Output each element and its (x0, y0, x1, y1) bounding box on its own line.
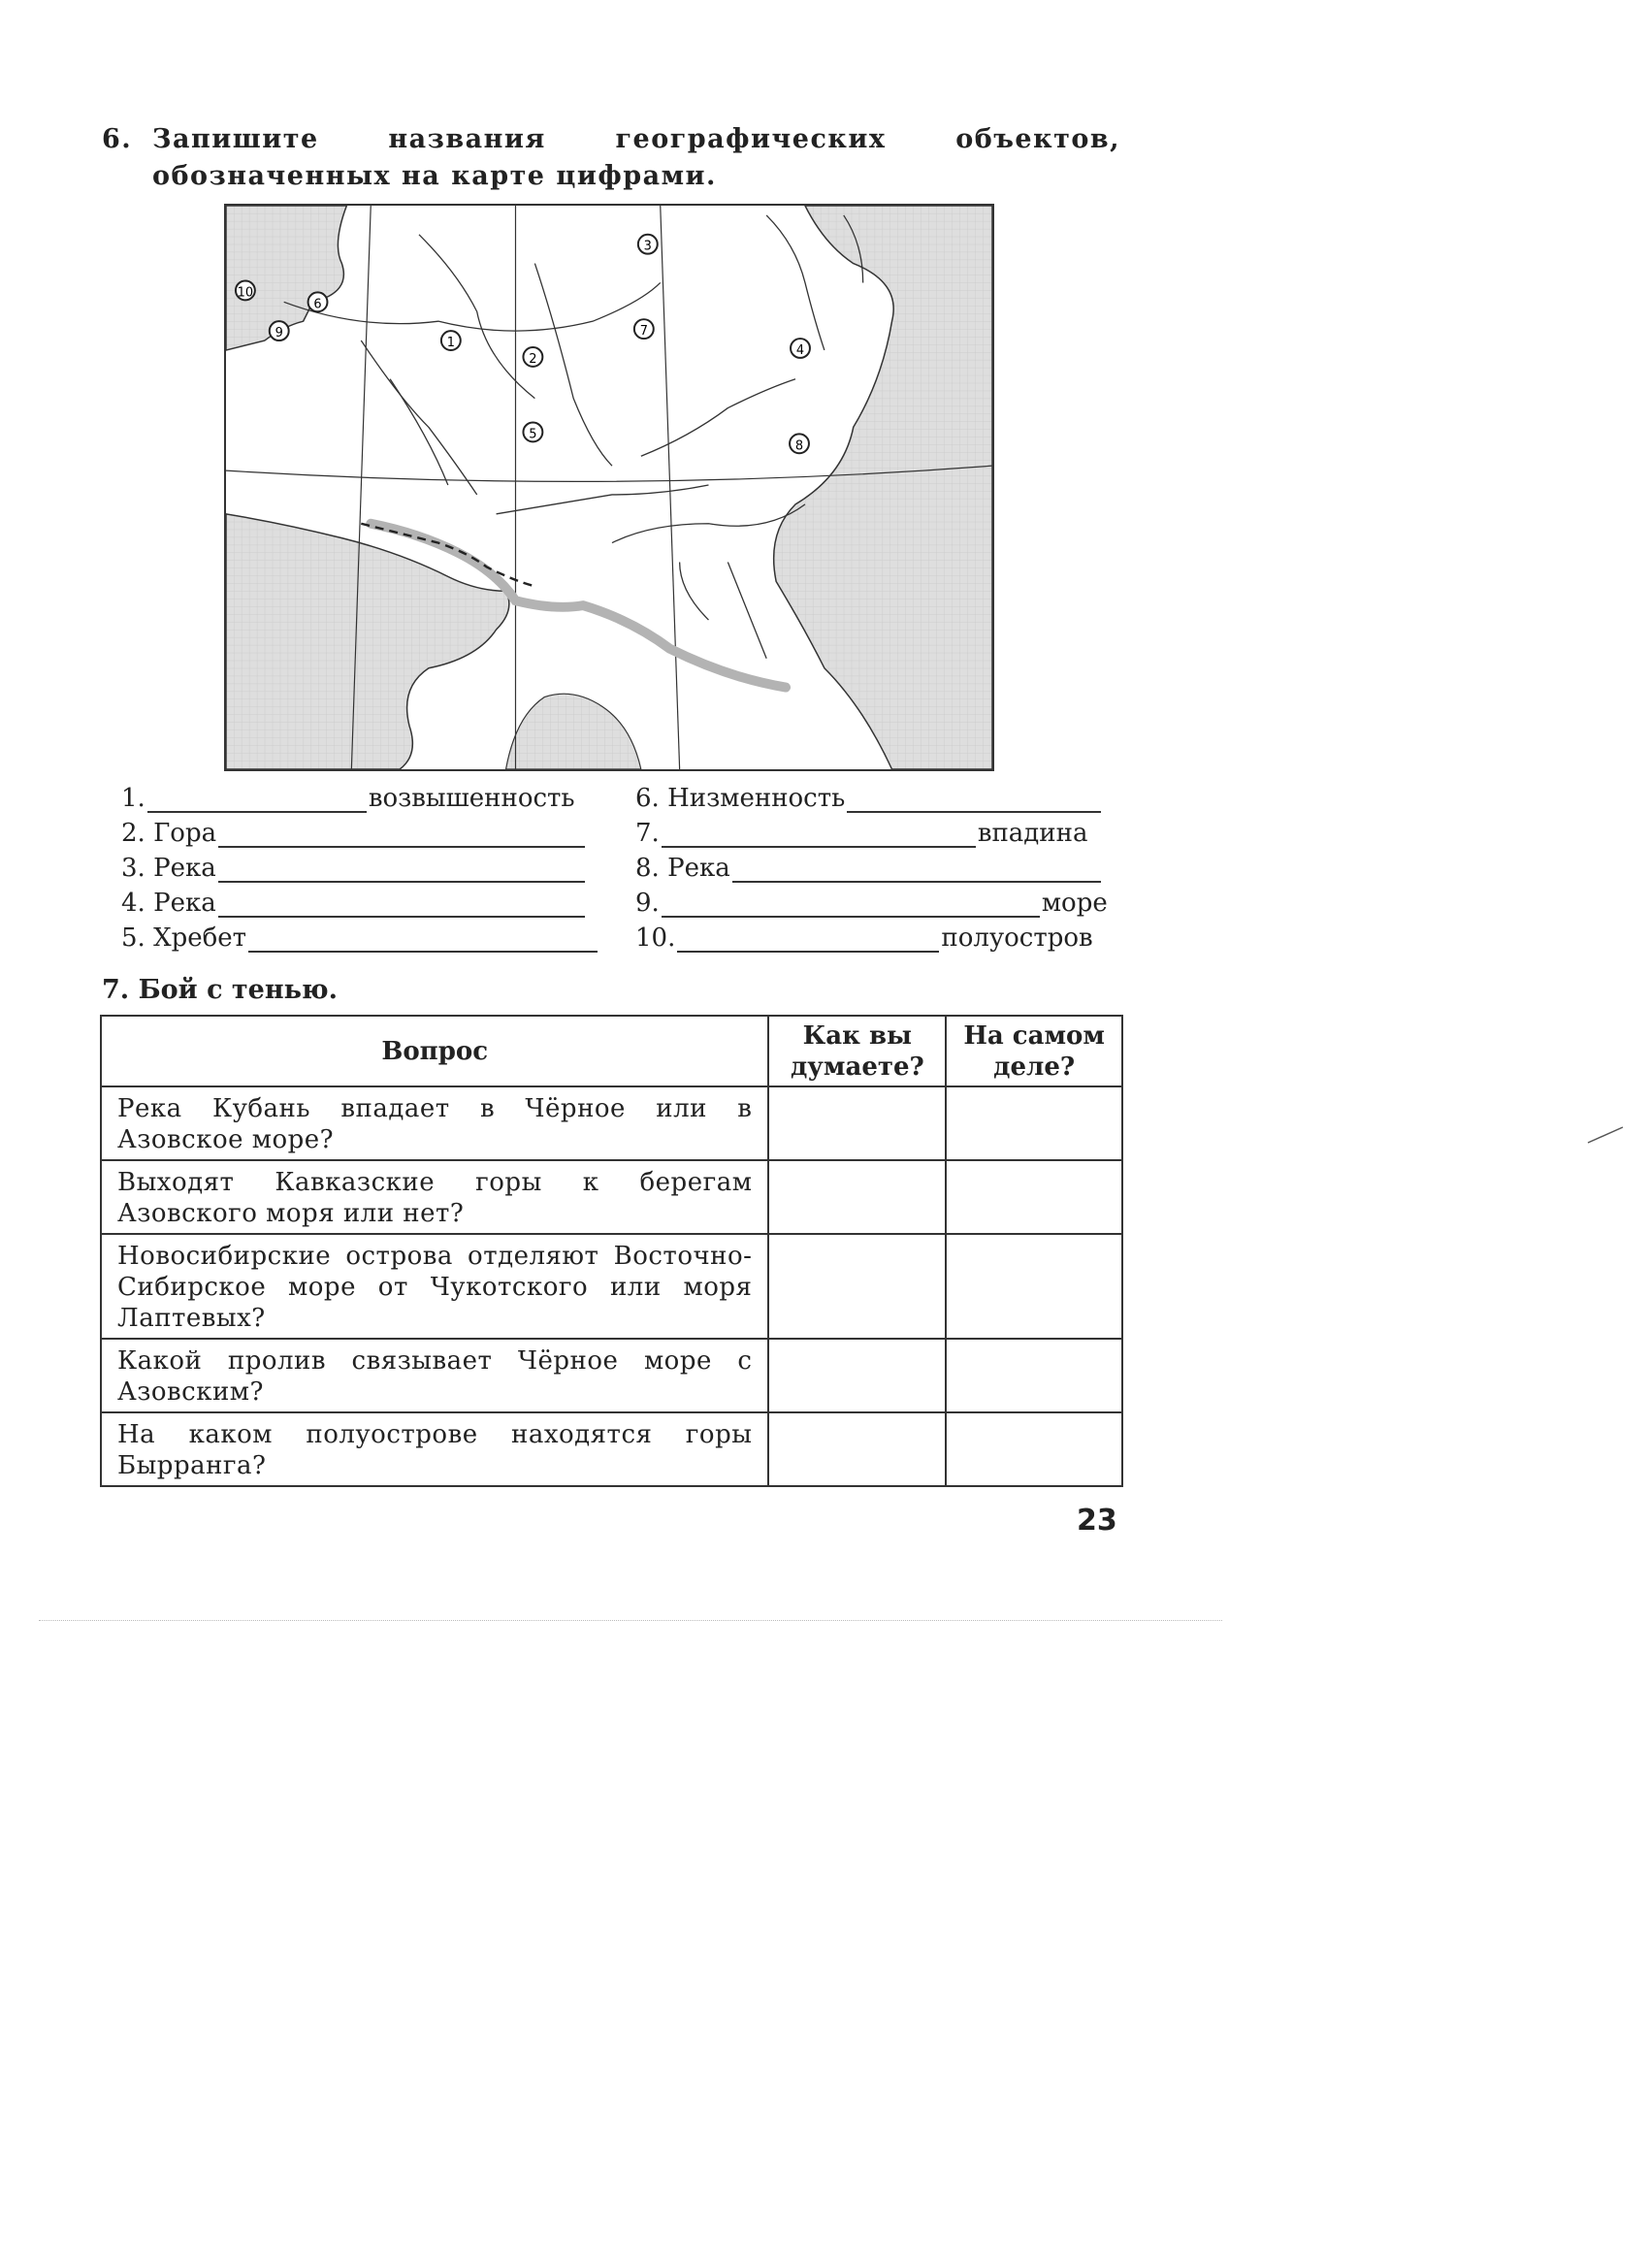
answer-4-blank[interactable] (218, 892, 585, 918)
actual-cell-2[interactable] (946, 1160, 1122, 1234)
contour-map (224, 204, 994, 771)
scan-separator (39, 1620, 1222, 1621)
task-6-number: 6. (102, 124, 133, 154)
guess-cell-3[interactable] (768, 1234, 946, 1339)
marker-7 (634, 319, 654, 339)
answer-1-suffix: возвышенность (368, 784, 575, 813)
marker-2 (523, 347, 542, 367)
task-7-title: 7. Бой с тенью. (102, 975, 339, 1005)
answer-9-num: 9. (635, 889, 660, 918)
marker-1-label: 1 (446, 336, 455, 350)
marker-9 (270, 321, 289, 340)
marker-3-label: 3 (643, 239, 652, 254)
marker-3 (638, 235, 658, 254)
answer-3-label: 3. Река (121, 854, 216, 883)
header-guess: Как вы думаете? (768, 1016, 946, 1086)
marker-4 (791, 339, 810, 358)
answer-2-label: 2. Гора (121, 819, 217, 848)
header-question: Вопрос (101, 1016, 768, 1086)
guess-cell-4[interactable] (768, 1339, 946, 1412)
question-5: На каком полуострове находятся горы Бырранга? (101, 1412, 768, 1486)
answer-6 (635, 778, 1103, 813)
question-3: Новосибирские острова отделяют Восточно-Сибирское море от Чукотского или моря Лаптевых? (101, 1234, 768, 1339)
answer-7 (635, 813, 1087, 848)
actual-cell-5[interactable] (946, 1412, 1122, 1486)
answer-5 (121, 918, 599, 953)
answer-9 (635, 883, 1108, 918)
question-2: Выходят Кавказские горы к берегам Азовского моря или нет? (101, 1160, 768, 1234)
answer-1-num: 1. (121, 784, 146, 813)
answer-7-num: 7. (635, 819, 660, 848)
shadow-boxing-table (100, 1015, 1123, 1487)
answer-8-blank[interactable] (732, 858, 1101, 883)
actual-cell-1[interactable] (946, 1086, 1122, 1160)
answer-9-blank[interactable] (662, 892, 1040, 918)
guess-cell-2[interactable] (768, 1160, 946, 1234)
marker-5-label: 5 (529, 427, 537, 442)
actual-cell-3[interactable] (946, 1234, 1122, 1339)
marker-9-label: 9 (275, 326, 283, 341)
answer-8-label: 8. Река (635, 854, 730, 883)
marker-10-label: 10 (237, 285, 254, 301)
map-svg (226, 206, 992, 769)
answer-2 (121, 813, 587, 848)
answer-9-suffix: море (1041, 889, 1108, 918)
answer-10-num: 10. (635, 923, 676, 953)
marker-1 (441, 331, 461, 350)
marker-6 (308, 292, 328, 311)
marker-4-label: 4 (795, 342, 805, 358)
guess-cell-5[interactable] (768, 1412, 946, 1486)
pen-mark-icon (1586, 1125, 1625, 1145)
marker-8 (790, 434, 809, 453)
question-1: Река Кубань впадает в Чёрное или в Азовское море? (101, 1086, 768, 1160)
answer-2-blank[interactable] (218, 823, 585, 848)
guess-cell-1[interactable] (768, 1086, 946, 1160)
marker-7-label: 7 (639, 324, 648, 340)
task-6-title (102, 121, 1120, 195)
marker-6-label: 6 (313, 297, 322, 312)
question-4: Какой пролив связывает Чёрное море с Азовским? (101, 1339, 768, 1412)
answer-10 (635, 918, 1093, 953)
header-actual: На самом деле? (946, 1016, 1122, 1086)
answer-4 (121, 883, 587, 918)
answer-6-blank[interactable] (847, 788, 1101, 813)
actual-cell-4[interactable] (946, 1339, 1122, 1412)
task-6-text: Запишите названия географических объектов, обозначенных на карте цифрами. (152, 124, 1120, 191)
page-number: 23 (1077, 1504, 1117, 1538)
answer-3-blank[interactable] (218, 858, 585, 883)
answer-8 (635, 848, 1103, 883)
sea-lake-area (506, 694, 641, 769)
marker-2-label: 2 (529, 351, 537, 367)
marker-5 (523, 422, 542, 441)
answer-7-suffix: впадина (977, 819, 1088, 848)
answer-3 (121, 848, 587, 883)
answer-10-blank[interactable] (677, 927, 939, 953)
answer-5-label: 5. Хребет (121, 923, 247, 953)
marker-8-label: 8 (794, 438, 804, 454)
answer-10-suffix: полуостров (941, 923, 1093, 953)
answer-6-label: 6. Низменность (635, 784, 846, 813)
answer-1 (121, 778, 575, 813)
answer-4-label: 4. Река (121, 889, 216, 918)
answer-1-blank[interactable] (147, 788, 367, 813)
answer-5-blank[interactable] (248, 927, 598, 953)
marker-10 (236, 280, 255, 300)
answer-7-blank[interactable] (662, 823, 976, 848)
